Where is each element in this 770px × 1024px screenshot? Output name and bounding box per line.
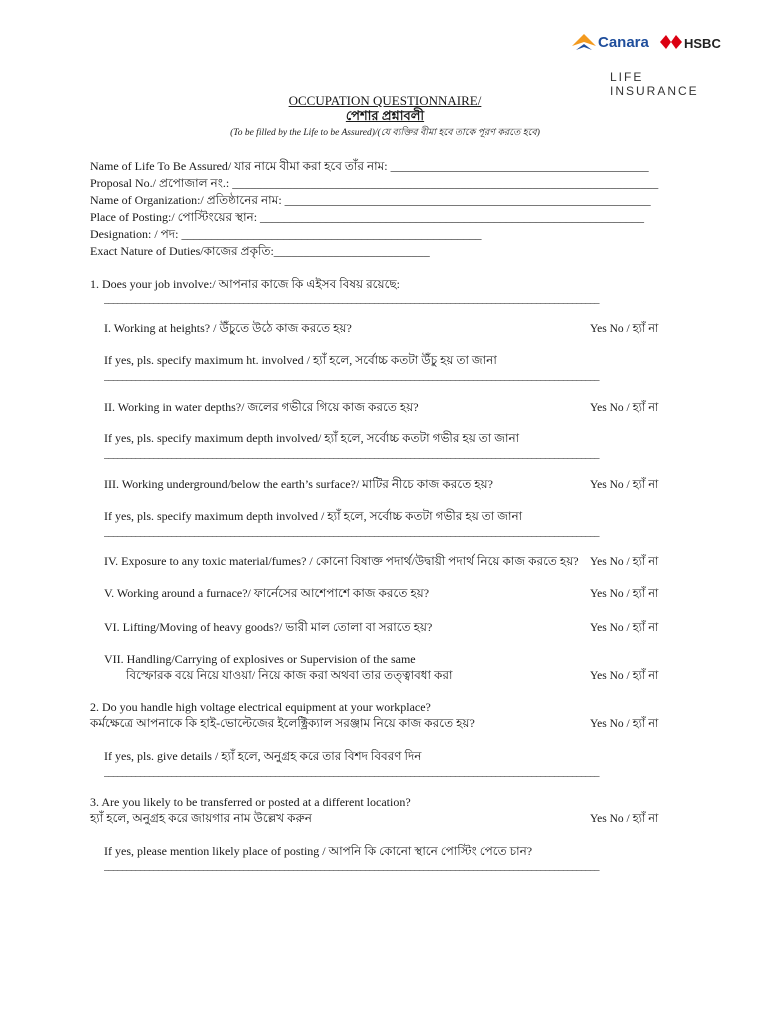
q1-item-3-label: III. Working underground/below the earth’s surface?/ মাটির নীচে কাজ করতে হয়? xyxy=(104,477,493,491)
canara-emblem-icon xyxy=(570,32,598,54)
answer-line[interactable]: ______________________________________________________________________________________________________________ xyxy=(104,371,599,382)
answer-line[interactable]: ______________________________________________________________________________________________________________ xyxy=(104,861,599,872)
q1-item-2-label: II. Working in water depths?/ জলের গভীরে গিয়ে কাজ করতে হয়? xyxy=(104,400,419,414)
q1-item-4-label: IV. Exposure to any toxic material/fumes? / কোনো বিষাক্ত পদার্থ/উদ্বায়ী পদার্থ নিয়ে কাজ করতে হয়? xyxy=(104,554,579,568)
q1-item-3-followup: If yes, pls. specify maximum depth involved / হ্যাঁ হলে, সর্বোচ্চ কতটা গভীর হয় তা জানা xyxy=(104,509,523,523)
field-proposal-no[interactable]: Proposal No./ প্রপোজাল নং.: _______________________________________________________________________ xyxy=(90,176,659,190)
partner-name: HSBC xyxy=(684,36,721,51)
field-place-of-posting[interactable]: Place of Posting:/ পোস্টিংয়ের স্থান: ________________________________________________________________ xyxy=(90,210,645,224)
q3-followup: If yes, please mention likely place of posting / আপনি কি কোনো স্থানে পোস্টিং পেতে চান? xyxy=(104,844,533,858)
page-title-bengali: পেশার প্রশ্নাবলী xyxy=(345,108,425,123)
question-3-bengali: হ্যাঁ হলে, অনুগ্রহ করে জায়গার নাম উল্লেখ করুন xyxy=(90,811,312,825)
q2-followup: If yes, pls. give details / হ্যাঁ হলে, অনুগ্রহ করে তার বিশদ বিবরণ দিন xyxy=(104,749,422,763)
question-2: 2. Do you handle high voltage electrical equipment at your workplace? xyxy=(90,700,431,714)
answer-line[interactable]: ______________________________________________________________________________________________________________ xyxy=(104,449,599,460)
question-1: 1. Does your job involve:/ আপনার কাজে কি এইসব বিষয় রয়েছে: xyxy=(90,277,400,291)
q1-item-1-yes-no[interactable]: Yes No / হ্যাঁ না xyxy=(590,323,659,335)
hsbc-hexagon-icon xyxy=(660,35,682,49)
q1-item-1-label: I. Working at heights? / উঁচুতে উঠে কাজ করতে হয়? xyxy=(104,321,352,335)
q1-item-2-yes-no[interactable]: Yes No / হ্যাঁ না xyxy=(590,402,659,414)
answer-line[interactable]: ______________________________________________________________________________________________________________ xyxy=(104,527,599,538)
q1-item-5-yes-no[interactable]: Yes No / হ্যাঁ না xyxy=(590,588,659,600)
canara-hsbc-logo xyxy=(560,28,721,98)
q1-item-4-yes-no[interactable]: Yes No / হ্যাঁ না xyxy=(590,556,659,568)
q1-item-6-label: VI. Lifting/Moving of heavy goods?/ ভারী মাল তোলা বা সরাতে হয়? xyxy=(104,620,433,634)
brand-name: Canara xyxy=(598,34,649,51)
logo-tagline: LIFE INSURANCE xyxy=(610,70,699,98)
q1-item-5-label: V. Working around a furnace?/ ফার্নেসের আশেপাশে কাজ করতে হয়? xyxy=(104,586,430,600)
q1-item-7-label: VII. Handling/Carrying of explosives or Supervision of the same xyxy=(104,652,416,666)
q1-item-1-followup: If yes, pls. specify maximum ht. involved / হ্যাঁ হলে, সর্বোচ্চ কতটা উঁচু হয় তা জানা xyxy=(104,353,497,367)
q1-item-6-yes-no[interactable]: Yes No / হ্যাঁ না xyxy=(590,622,659,634)
field-organization[interactable]: Name of Organization:/ প্রতিষ্ঠানের নাম: _____________________________________________________________ xyxy=(90,193,651,207)
q1-item-7-yes-no[interactable]: Yes No / হ্যাঁ না xyxy=(590,670,659,682)
field-designation[interactable]: Designation: / পদ: __________________________________________________ xyxy=(90,227,482,241)
form-instruction: (To be filled by the Life to be Assured)/(যে ব্যক্তির বীমা হবে তাকে পূরণ করতে হবে) xyxy=(230,128,540,138)
q1-item-2-followup: If yes, pls. specify maximum depth involved/ হ্যাঁ হলে, সর্বোচ্চ কতটা গভীর হয় তা জানা xyxy=(104,431,520,445)
q1-item-7-label-bengali: বিস্ফোরক বয়ে নিয়ে যাওয়া/ নিয়ে কাজ করা অথবা তার তত্ত্বাবধা করা xyxy=(126,668,453,682)
page-title: OCCUPATION QUESTIONNAIRE/ xyxy=(288,93,482,108)
answer-line[interactable]: ______________________________________________________________________________________________________________ xyxy=(104,294,599,305)
question-2-bengali: কর্মক্ষেত্রে আপনাকে কি হাই-ভোল্টেজের ইলেক্ট্রিক্যাল সরঞ্জাম নিয়ে কাজ করতে হয়? xyxy=(90,716,475,730)
answer-line[interactable]: ______________________________________________________________________________________________________________ xyxy=(104,767,599,778)
field-nature-of-duties[interactable]: Exact Nature of Duties/কাজের প্রকৃতি:__________________________ xyxy=(90,244,430,258)
q3-yes-no[interactable]: Yes No / হ্যাঁ না xyxy=(590,813,659,825)
question-3: 3. Are you likely to be transferred or posted at a different location? xyxy=(90,795,411,809)
field-life-assured-name[interactable]: Name of Life To Be Assured/ যার নামে বীমা করা হবে তাঁর নাম: ___________________________________________ xyxy=(90,159,649,173)
q2-yes-no[interactable]: Yes No / হ্যাঁ না xyxy=(590,718,659,730)
q1-item-3-yes-no[interactable]: Yes No / হ্যাঁ না xyxy=(590,479,659,491)
